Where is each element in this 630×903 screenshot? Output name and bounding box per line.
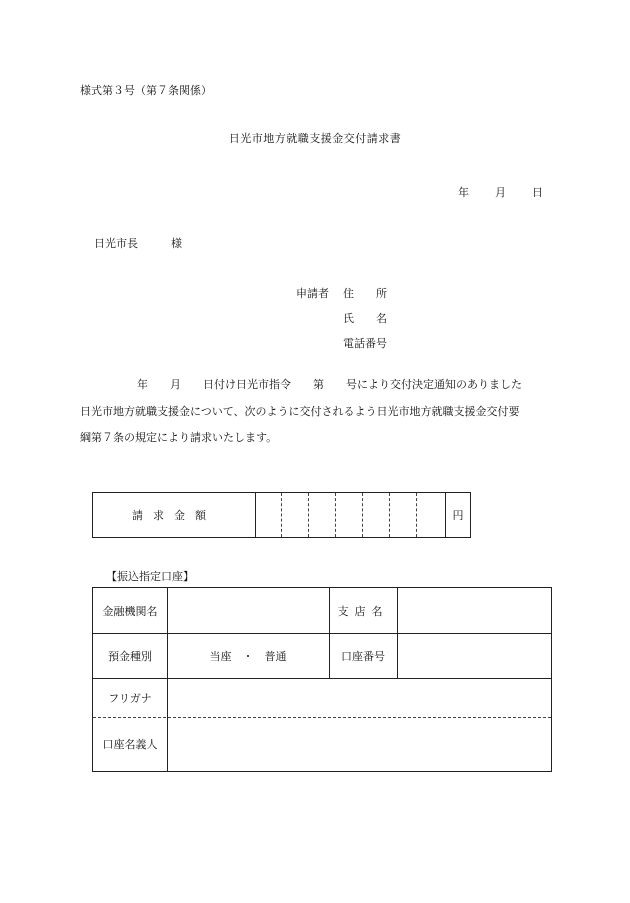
date-line bbox=[458, 184, 543, 200]
applicant-address-label: 住 所 bbox=[343, 287, 387, 300]
bank-name-label: 金融機関名 bbox=[102, 604, 158, 618]
addressee: 日光市長 様 bbox=[94, 237, 182, 250]
deposit-type-label: 預金種別 bbox=[108, 649, 152, 663]
furigana-label: フリガナ bbox=[108, 691, 152, 705]
amount-label: 請求金額 bbox=[93, 493, 256, 537]
amount-digit-cell[interactable] bbox=[336, 493, 363, 537]
amount-table bbox=[92, 492, 471, 538]
date-day: 日 bbox=[532, 186, 543, 199]
body-line-3: 綱第７条の規定により請求いたします。 bbox=[80, 431, 278, 444]
document-title: 日光市地方就職支援金交付請求書 bbox=[228, 132, 402, 145]
amount-digit-cell[interactable] bbox=[282, 493, 309, 537]
branch-name-field[interactable] bbox=[397, 588, 551, 633]
deposit-type-options[interactable]: 当座 ・ 普通 bbox=[209, 649, 287, 663]
account-number-label: 口座番号 bbox=[341, 649, 385, 663]
applicant-phone-label: 電話番号 bbox=[343, 337, 387, 350]
account-holder-label: 口座名義人 bbox=[102, 738, 158, 751]
account-holder-field[interactable] bbox=[167, 717, 551, 771]
table-divider bbox=[329, 588, 330, 678]
form-number: 様式第３号（第７条関係） bbox=[80, 84, 212, 97]
table-divider-dashed bbox=[93, 717, 551, 718]
applicant-label: 申請者 bbox=[296, 287, 329, 300]
amount-unit: 円 bbox=[452, 509, 464, 522]
account-heading: 【振込指定口座】 bbox=[106, 570, 194, 583]
applicant-name-label: 氏 名 bbox=[343, 312, 387, 325]
date-year: 年 bbox=[458, 186, 469, 199]
branch-name-label: 支店名 bbox=[337, 604, 389, 618]
body-line-2: 日光市地方就職支援金について、次のように交付されるよう日光市地方就職支援金交付要 bbox=[80, 405, 520, 418]
table-divider bbox=[167, 588, 168, 771]
table-divider bbox=[397, 588, 398, 678]
date-month: 月 bbox=[495, 186, 506, 199]
furigana-field[interactable] bbox=[167, 678, 551, 717]
amount-digit-cell[interactable] bbox=[417, 493, 446, 537]
amount-digit-cell[interactable] bbox=[363, 493, 390, 537]
amount-digit-cell[interactable] bbox=[390, 493, 417, 537]
account-number-field[interactable] bbox=[397, 633, 551, 678]
amount-digit-cell[interactable] bbox=[309, 493, 336, 537]
bank-name-field[interactable] bbox=[167, 588, 329, 633]
body-line-1: 年 月 日付け日光市指令 第 号により交付決定通知のありました bbox=[137, 378, 522, 391]
table-divider bbox=[93, 678, 551, 679]
account-table bbox=[92, 587, 552, 772]
amount-digit-cell[interactable] bbox=[255, 493, 282, 537]
table-divider bbox=[93, 633, 551, 634]
